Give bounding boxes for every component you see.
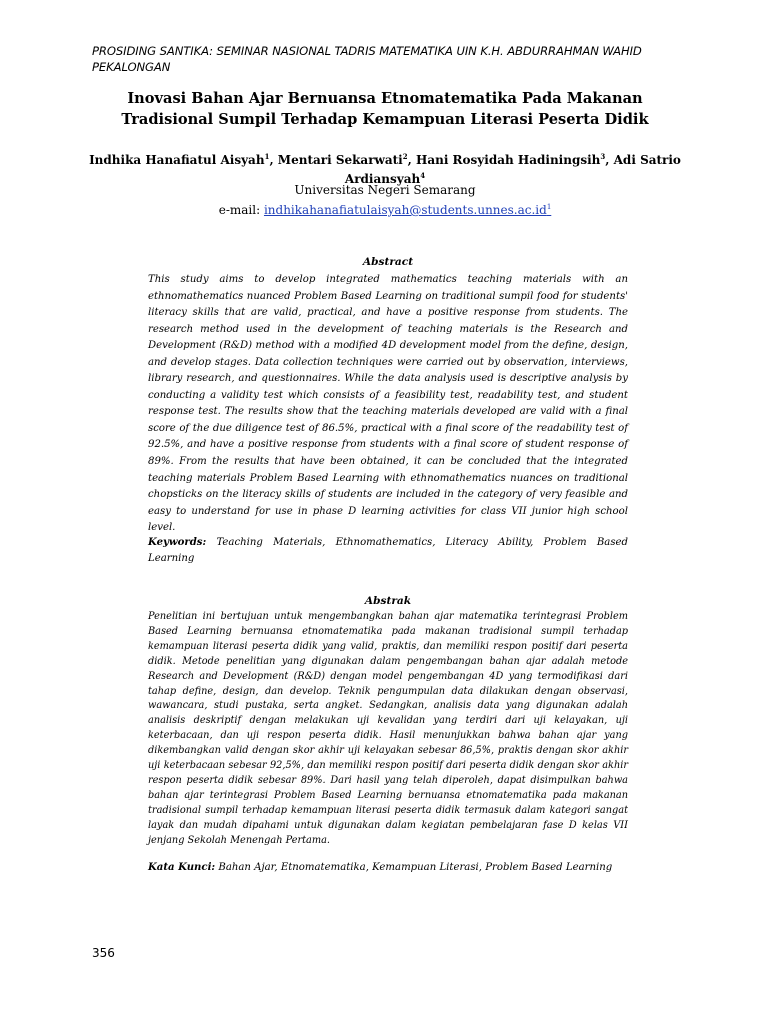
kata-kunci-text: Bahan Ajar, Etnomatematika, Kemampuan Literasi, Problem Based Learning <box>215 862 613 873</box>
author-name: Hani Rosyidah Hadiningsih <box>415 153 601 167</box>
author-affiliation-marker: 2 <box>402 152 408 161</box>
keywords-label: Keywords: <box>148 536 207 548</box>
author-affiliation-marker: 3 <box>600 152 606 161</box>
running-head: PROSIDING SANTIKA: SEMINAR NASIONAL TADRIS MATEMATIKA UIN K.H. ABDURRAHMAN WAHID PEKALONGAN <box>92 44 642 74</box>
keywords <box>148 534 628 567</box>
email-affiliation-marker: 1 <box>546 203 552 211</box>
email-link[interactable]: indhikahanafiatulaisyah@students.unnes.ac.id$^1$ <box>263 203 552 217</box>
paper-title: Inovasi Bahan Ajar Bernuansa Etnomatematika Pada Makanan Tradisional Sumpil Terhadap Kemampuan Literasi Peserta Didik <box>121 90 649 128</box>
abstract-body: This study aims to develop integrated mathematics teaching materials with an ethnomathematics nuanced Problem Based Learning on traditional sumpil food for students' literacy skills that are valid, practical, and have a positive response from students. The research method used in the development of teaching materials is the Research and Development (R&D) method with a modified 4D development model from the define, design, and develop stages. Data collection techniques were carried out by observation, interviews, library research, and questionnaires. While the data analysis used is descriptive analysis by conducting a validity test which consists of a feasibility test, readability test, and student response test. The results show that the teaching materials developed are valid with a final score of the due diligence test of 86.5%, practical with a final score of the readability test of 92.5%, and have a positive response from students with a final score of student response of 89%. From the results that have been obtained, it can be concluded that the integrated teaching materials Problem Based Learning with ethnomathematics nuances on traditional chopsticks on the literacy skills of students are included in the category of very feasible and easy to understand for use in phase D learning activities for class VII junior high school level. <box>148 274 628 534</box>
abstract-heading: Abstract <box>362 256 414 268</box>
kata-kunci <box>148 859 628 876</box>
author-name: Adi Satrio Ardiansyah <box>344 153 681 186</box>
author-separator: , <box>407 153 416 167</box>
abstrak-body: Penelitian ini bertujuan untuk mengembangkan bahan ajar matematika terintegrasi Problem Based Learning bernuansa etnomatematika pada makanan tradisional sumpil terhadap kemampuan literasi peserta didik yang valid, praktis, dan memiliki respon positif dari peserta didik. Metode penelitian yang digunakan dalam pengembangan bahan ajar adalah metode Research and Development (R&D) dengan model pengembangan 4D yang termodifikasi dari tahap define, design, dan develop. Teknik pengumpulan data dilakukan dengan observasi, wawancara, studi pustaka, serta angket. Sedangkan, analisis data yang digunakan adalah analisis deskriptif dengan melakukan uji kevalidan yang terdiri dari uji kelayakan, uji keterbacaan, dan uji respon peserta didik. Hasil menunjukkan bahwa bahan ajar yang dikembangkan valid dengan skor akhir uji kelayakan sebesar 86,5%, praktis dengan skor akhir uji keterbacaan sebesar 92,5%, dan memiliki respon positif dari peserta didik dengan skor akhir respon peserta didik sebesar 89%. Dari hasil yang telah diperoleh, dapat disimpulkan bahwa bahan ajar terintegrasi Problem Based Learning bernuansa etnomatematika pada makanan tradisional sumpil terhadap kemampuan literasi peserta didik termasuk dalam kategori sangat layak dan mudah dipahami untuk digunakan dalam kegiatan pembelajaran fase D kelas VII jenjang Sekolah Menengah Pertama. <box>148 611 628 846</box>
keywords-text: Teaching Materials, Ethnomathematics, Literacy Ability, Problem Based Learning <box>148 537 628 564</box>
abstrak-heading: Abstrak <box>364 595 412 607</box>
author-affiliation-marker: 4 <box>420 171 426 180</box>
author-name: Indhika Hanafiatul Aisyah <box>89 153 265 167</box>
author-name: Mentari Sekarwati <box>277 153 403 167</box>
page-number: 356 <box>92 946 115 960</box>
kata-kunci-label: Kata Kunci: <box>148 861 216 873</box>
author-separator: , <box>605 153 614 167</box>
email-line <box>88 199 682 218</box>
affiliation: Universitas Negeri Semarang <box>294 183 476 197</box>
author-affiliation-marker: 1 <box>264 152 270 161</box>
email-label: e-mail: <box>218 203 264 217</box>
author-separator: , <box>269 153 278 167</box>
